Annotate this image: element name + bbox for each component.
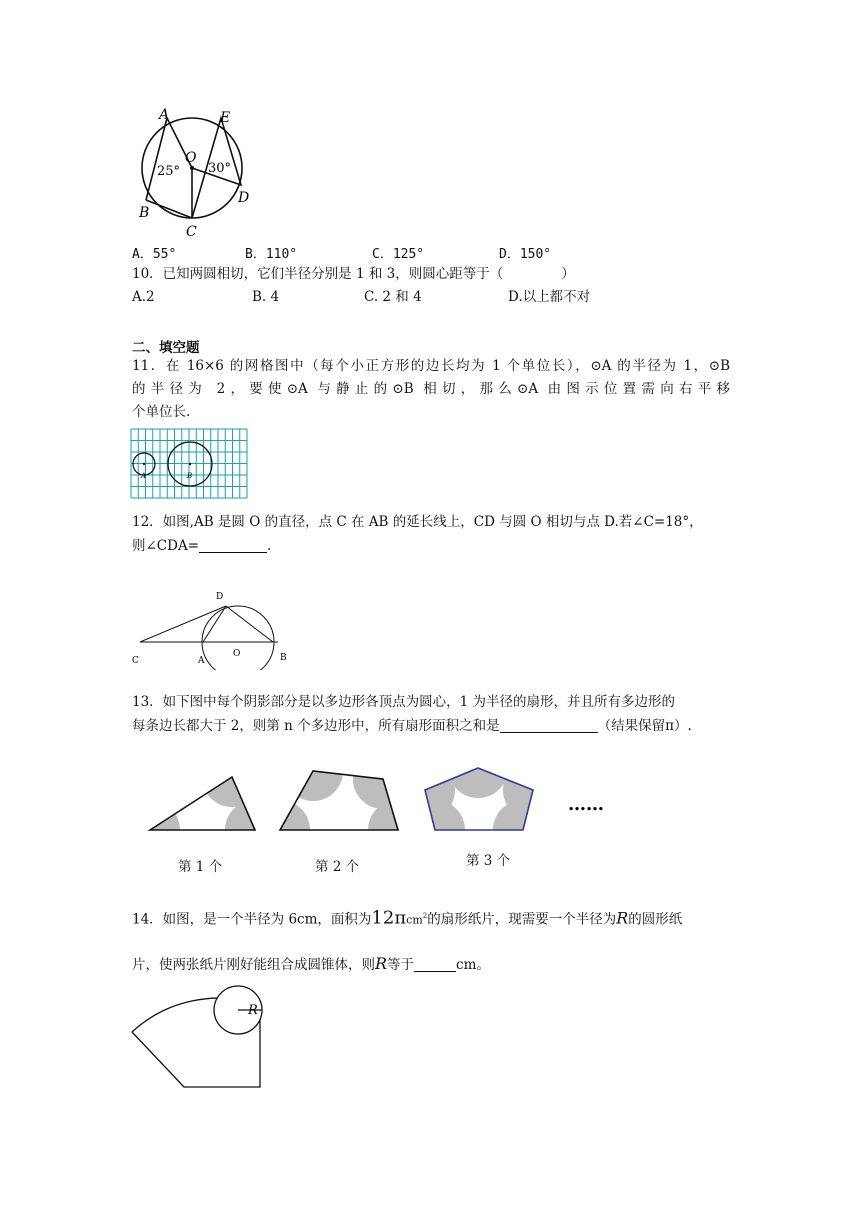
q9-label-e: E <box>220 110 231 126</box>
q10-stem <box>132 265 575 283</box>
q9-label-d: D <box>238 190 250 206</box>
q12-label-d: D <box>216 592 224 602</box>
q12-label-c: C <box>132 656 139 666</box>
q9-option-b: B．110° <box>245 247 298 262</box>
q14-label-r: R <box>248 1003 258 1018</box>
q11-grid-figure <box>130 428 250 500</box>
q12-line-2-pre: 则∠CDA= <box>132 538 200 554</box>
q9-circle-figure <box>130 105 265 240</box>
q12-line-db <box>226 606 273 642</box>
q12-label-a: A <box>198 656 205 666</box>
q13-caption-1: 第 1 个 <box>178 859 223 875</box>
q13-line-2-post: （结果保留π）. <box>597 718 692 734</box>
q14-unit-sup: 2 <box>422 912 428 920</box>
q12-label-b: B <box>280 653 287 663</box>
q9-angle-30: 30° <box>208 161 232 176</box>
q14-line-1-end: 的圆形纸 <box>628 911 683 928</box>
q14-line-1-post: 的扇形纸片，现需要一个半径为 <box>427 911 617 928</box>
q14-line-2 <box>132 955 490 974</box>
q11-label-b: B <box>187 472 193 480</box>
section-title: 二、填空题 <box>132 340 200 356</box>
q12-line-2-post: . <box>267 538 272 554</box>
q10-stem-end: ） <box>561 266 575 282</box>
q14-sector-figure <box>128 985 278 1095</box>
q9-label-a: A <box>159 107 170 123</box>
q14-line-2-pre: 片，使两张纸片刚好能组合成圆锥体，则 <box>132 957 375 973</box>
q9-angle-25: 25° <box>157 164 181 179</box>
q14-area-expr: 12π <box>371 907 407 929</box>
q14-r-symbol-2: R <box>375 954 388 973</box>
q9-label-o: O <box>185 150 197 166</box>
q11-line-3: 个单位长. <box>132 404 191 420</box>
q9-label-c: C <box>186 224 197 240</box>
q9-option-d: D．150° <box>499 247 552 262</box>
q13-line-1: 13．如下图中每个阴影部分是以多边形各顶点为圆心，1 为半径的扇形，并且所有多边形的 <box>132 694 676 710</box>
q12-line-2 <box>132 537 271 555</box>
q14-line-1 <box>132 907 682 930</box>
q9-option-c: C．125° <box>372 247 425 262</box>
q14-line-2-mid: 等于 <box>387 957 415 973</box>
q14-line-2-post: cm。 <box>456 957 490 973</box>
q14-line-1-pre: 14．如图，是一个半径为 6cm，面积为 <box>132 911 372 928</box>
q13-polygons-figure <box>140 760 640 840</box>
q9-label-b: B <box>139 205 150 221</box>
q11-line-2: 的半径为 2，要使⊙A 与静止的⊙B 相切，那么⊙A 由图示位置需向右平移 <box>132 381 730 397</box>
q12-answer-blank[interactable] <box>199 538 267 553</box>
q10-option-a: A.2 <box>132 289 155 305</box>
q9-option-a: A．55° <box>132 247 177 262</box>
q9-chord-bc <box>146 200 192 218</box>
q12-tangent-cd <box>140 606 226 642</box>
q14-r-symbol: R <box>616 908 629 928</box>
q9-center-dot <box>190 166 194 170</box>
q13-caption-2: 第 2 个 <box>315 859 360 875</box>
q12-line-1: 12．如图,AB 是圆 O 的直径，点 C 在 AB 的延长线上，CD 与圆 O 相切与点 D.若∠C=18°， <box>132 514 703 530</box>
q13-answer-blank[interactable] <box>500 718 598 733</box>
q14-answer-blank[interactable] <box>414 957 456 972</box>
q11-line-1: 11．在 16×6 的网格图中（每个小正方形的边长均为 1 个单位长），⊙A 的半径为 1，⊙B <box>132 358 730 374</box>
q12-label-o: O <box>233 649 241 659</box>
q10-option-d: D.以上都不对 <box>508 289 591 305</box>
q11-label-a: A <box>141 472 147 480</box>
q10-option-b: B. 4 <box>252 289 280 305</box>
q13-dots: …… <box>568 794 604 815</box>
q13-line-2-pre: 每条边长都大于 2，则第 n 个多边形中，所有扇形面积之和是 <box>132 718 500 734</box>
q12-tangent-figure <box>128 585 298 670</box>
q13-caption-3: 第 3 个 <box>466 853 511 869</box>
q14-unit: cm <box>406 913 423 927</box>
q10-option-c: C. 2 和 4 <box>364 289 422 305</box>
q10-stem-text: 10．已知两圆相切，它们半径分别是 1 和 3，则圆心距等于（ <box>132 266 504 282</box>
q13-line-2 <box>132 717 692 735</box>
